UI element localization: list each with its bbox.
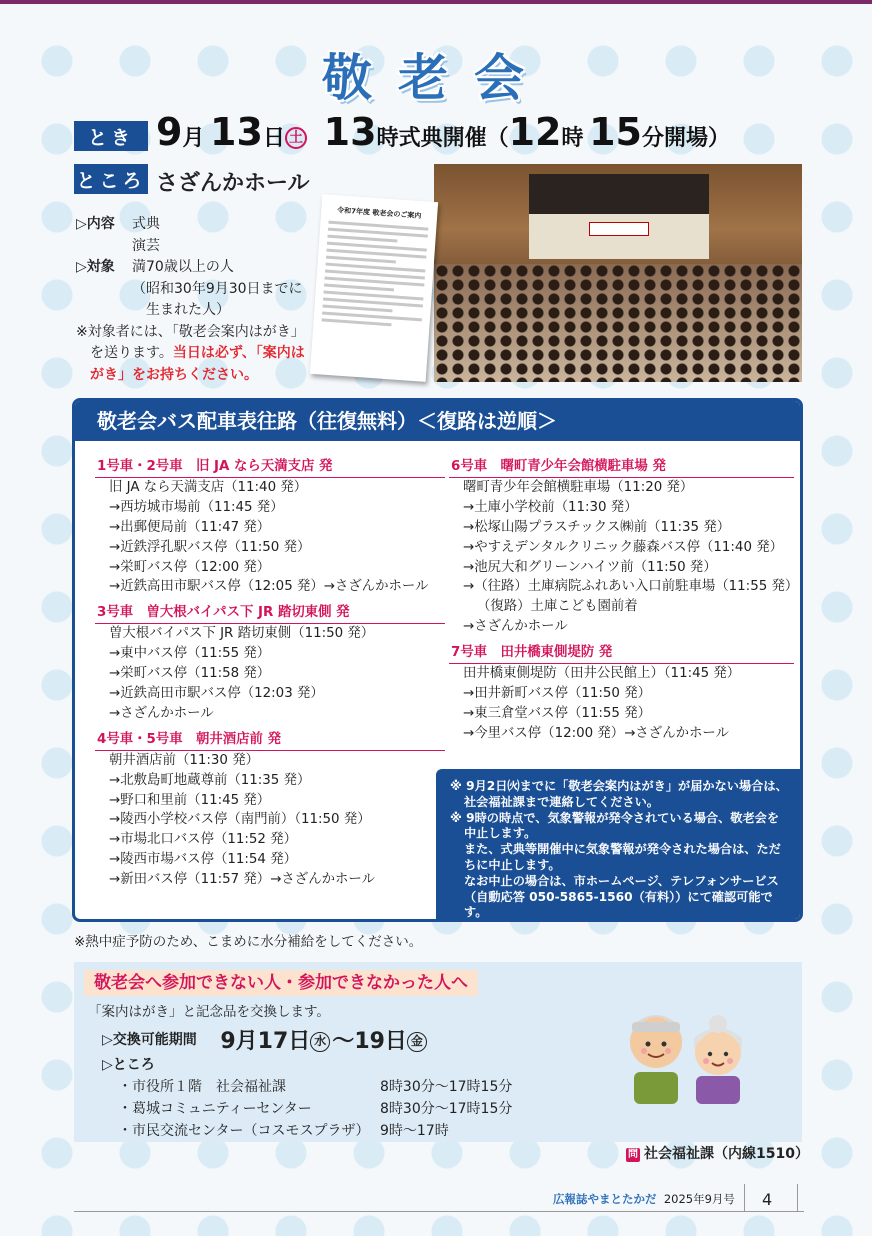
weekday-badge: 土 <box>285 127 307 149</box>
exchange-description: 「案内はがき」と記念品を交換します。 <box>88 1004 330 1020</box>
route-1-2: 1号車・2号車 旧 JA なら天満支店 発 旧 JA なら天満支店（11:40 発） →西坊城市場前（11:45 発） →出郵便局前（11:47 発） →近鉄浮孔駅バス停（11:50 発） →栄町バス停（12:00 発） →近鉄高田市駅バス停（12:05 発）→さざんかホール <box>95 457 445 597</box>
elderly-couple-illustration <box>626 1000 748 1104</box>
place-label: ところ <box>74 164 148 194</box>
contact-info: 問 社会福祉課（内線1510） <box>628 1146 809 1162</box>
exchange-section: 敬老会へ参加できない人・参加できなかった人へ 「案内はがき」と記念品を交換します。 ▷交換可能期間 9月17日 水 〜19日 金 ▷ところ ・市役所１階 社会福祉課 8時30分〜17時15分 ・葛城コミュニティーセンター 8時30分〜17時15分 ・市民交流センター（コスモスプラザ） 9時〜17時 <box>74 962 802 1142</box>
exchange-heading: 敬老会へ参加できない人・参加できなかった人へ <box>84 970 478 996</box>
bus-schedule-heading: 敬老会バス配車表往路（往復無料）＜復路は逆順＞ <box>75 401 800 441</box>
top-border <box>0 0 872 4</box>
invitation-note: ※対象者には、「敬老会案内はがき」を送ります。当日は必ず、「案内はがき」をお持ちください。 <box>76 323 305 383</box>
bus-routes-left <box>95 457 445 896</box>
footer-publication: 広報誌やまとたかだ 2025年9月号 <box>553 1192 735 1206</box>
heatstroke-note: ※熱中症予防のため、こまめに水分補給をしてください。 <box>74 934 423 950</box>
event-details: ▷内容 式典 演芸 ▷対象 満70歳以上の人 （昭和30年9月30日までに 生まれた人） ※対象者には、「敬老会案内はがき」を送ります。当日は必ず、「案内はがき」をお持ちください。 <box>76 214 316 386</box>
page-number: 4 <box>762 1190 773 1209</box>
location-item: ・葛城コミュニティーセンター 8時30分〜17時15分 <box>118 1101 513 1117</box>
route-3: 3号車 曽大根バイパス下 JR 踏切東側 発 曽大根バイパス下 JR 踏切東側（11:50 発） →東中バス停（11:55 発） →栄町バス停（11:58 発） →近鉄高田市駅バス停（12:03 発） →さざんかホール <box>95 603 445 723</box>
page-title: 敬老会 <box>322 49 550 107</box>
invitation-flyer-image: 令和7年度 敬老会のご案内 <box>310 194 438 382</box>
bus-routes-right <box>449 457 799 750</box>
place-name: さざんかホール <box>156 171 310 196</box>
bus-schedule <box>72 398 803 922</box>
route-4-5: 4号車・5号車 朝井酒店前 発 朝井酒店前（11:30 発） →北敷島町地蔵尊前（11:35 発） →野口和里前（11:45 発） →陵西小学校バス停（南門前）（11:50 発） →市場北口バス停（11:52 発） →陵西市場バス停（11:54 発） →新田バス停（11:57 発）→さざんかホール <box>95 730 445 890</box>
location-item: ・市民交流センター（コスモスプラザ） 9時〜17時 <box>118 1123 449 1139</box>
inquiry-icon: 問 <box>628 1149 638 1160</box>
exchange-period: ▷交換可能期間 9月17日 水 〜19日 金 <box>102 1024 427 1055</box>
route-6: 6号車 曙町青少年会館横駐車場 発 曙町青少年会館横駐車場（11:20 発） →土庫小学校前（11:30 発） →松塚山陽プラスチックス㈱前（11:35 発） →やすえデンタルクリニック藤森バス停（11:40 発） →池尻大和グリーンハイツ前（11:50 発） →（往路）土庫病院ふれあい入口前駐車場（11:55 発） （復路）土庫こども園前着 →さざんかホール <box>451 459 799 635</box>
location-item: ・市役所１階 社会福祉課 8時30分〜17時15分 <box>118 1079 513 1095</box>
event-datetime: 9月 13日 土 13時式典開催（12時 15分開場） <box>156 110 730 154</box>
cancellation-notice: ※ 9月2日㈫までに「敬老会案内はがき」が届かない場合は、社会福祉課まで連絡してください。 ※ 9時の時点で、気象警報が発令されている場合、敬老会を中止します。 また、式典等開催中に気象警報が発令された場合は、ただちに中止します。 なお中止の場合は、市ホームページ、テレフォンサービス（自動応答 050-5865-1560（有料））にて確認可能です。 <box>436 769 800 921</box>
route-7: 7号車 田井橋東側堤防 発 田井橋東側堤防（田井公民館上）（11:45 発） →田井新町バス停（11:50 発） →東三倉堂バス停（11:55 発） →今里バス停（12:00 発）→さざんかホール <box>449 643 794 744</box>
when-label: とき <box>74 121 148 151</box>
footer-divider <box>74 1211 804 1212</box>
hall-photo <box>434 164 802 382</box>
